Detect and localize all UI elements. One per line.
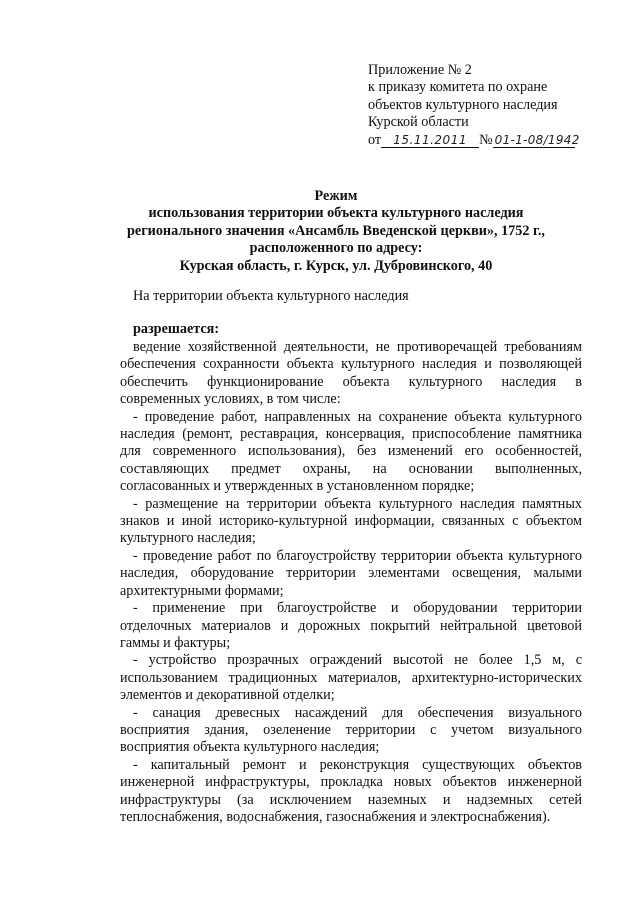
date-prefix: от bbox=[368, 131, 382, 148]
list-item: - устройство прозрачных ограждений высотой не более 1,5 м, с использованием традиционных материалов, архитектурно-исторических элементов и декоративной отделки; bbox=[120, 652, 582, 704]
list-item: - применение при благоустройстве и оборудовании территории отделочных материалов и дорожных покрытий нейтральной цветовой гаммы и фактуры; bbox=[120, 600, 582, 651]
permits-label: разрешается: bbox=[133, 321, 220, 337]
paragraph-general: ведение хозяйственной деятельности, не противоречащей требованиям обеспечения сохранности объекта культурного наследия и позволяющей обеспечить функционирование объекта культурного наследия в современных условиях, в том числе: bbox=[120, 339, 582, 408]
heading-address: Курская область, г. Курск, ул. Дубровинского, 40 bbox=[179, 257, 493, 274]
appendix-line-region: Курской области bbox=[368, 114, 469, 131]
appendix-title: Приложение № 2 bbox=[368, 62, 472, 78]
heading-line-3: регионального значения «Ансамбль Введенской церкви», 1752 г., bbox=[127, 222, 545, 239]
intro-text: На территории объекта культурного наследия bbox=[133, 288, 409, 304]
number-prefix: № bbox=[479, 131, 493, 148]
heading-line-2: использования территории объекта культурного наследия bbox=[148, 205, 524, 222]
list-item: - санация древесных насаждений для обеспечения визуального восприятия здания, озеленение территории с учетом визуального восприятия объекта культурного наследия; bbox=[120, 704, 582, 756]
appendix-block bbox=[368, 62, 618, 149]
handwritten-order-number: 01-1-08/1942 bbox=[494, 132, 580, 147]
list-item: - капитальный ремонт и реконструкция существующих объектов инженерной инфраструктуры, прокладка новых объектов инженерной инфраструктуры (за исключением наземных и надземных сетей теплоснабжения, водоснабжения, газоснабжения и электроснабжения). bbox=[120, 756, 582, 825]
appendix-line-committee: объектов культурного наследия bbox=[368, 96, 558, 113]
appendix-date-line bbox=[368, 132, 618, 149]
document-body bbox=[120, 339, 582, 826]
list-item: - размещение на территории объекта культурного наследия памятных знаков и иной историко-культурной информации, связанных с объектом культурного наследия; bbox=[120, 495, 582, 547]
list-item: - проведение работ, направленных на сохранение объекта культурного наследия (ремонт, реставрация, консервация, приспособление памятника для современного использования), без изменений его особенностей, составляющих предмет охраны, на основании выполненных, согласованных и утвержденных в установленном порядке; bbox=[120, 408, 582, 495]
heading-line-4: расположенного по адресу: bbox=[249, 240, 423, 257]
heading-title: Режим bbox=[314, 188, 358, 204]
list-item: - проведение работ по благоустройству территории объекта культурного наследия, оборудование территории элементами освещения, малыми архитектурными формами; bbox=[120, 547, 582, 599]
document-heading bbox=[100, 188, 572, 275]
handwritten-date: 15.11.2011 bbox=[381, 134, 479, 148]
appendix-line-order: к приказу комитета по охране bbox=[368, 79, 548, 96]
